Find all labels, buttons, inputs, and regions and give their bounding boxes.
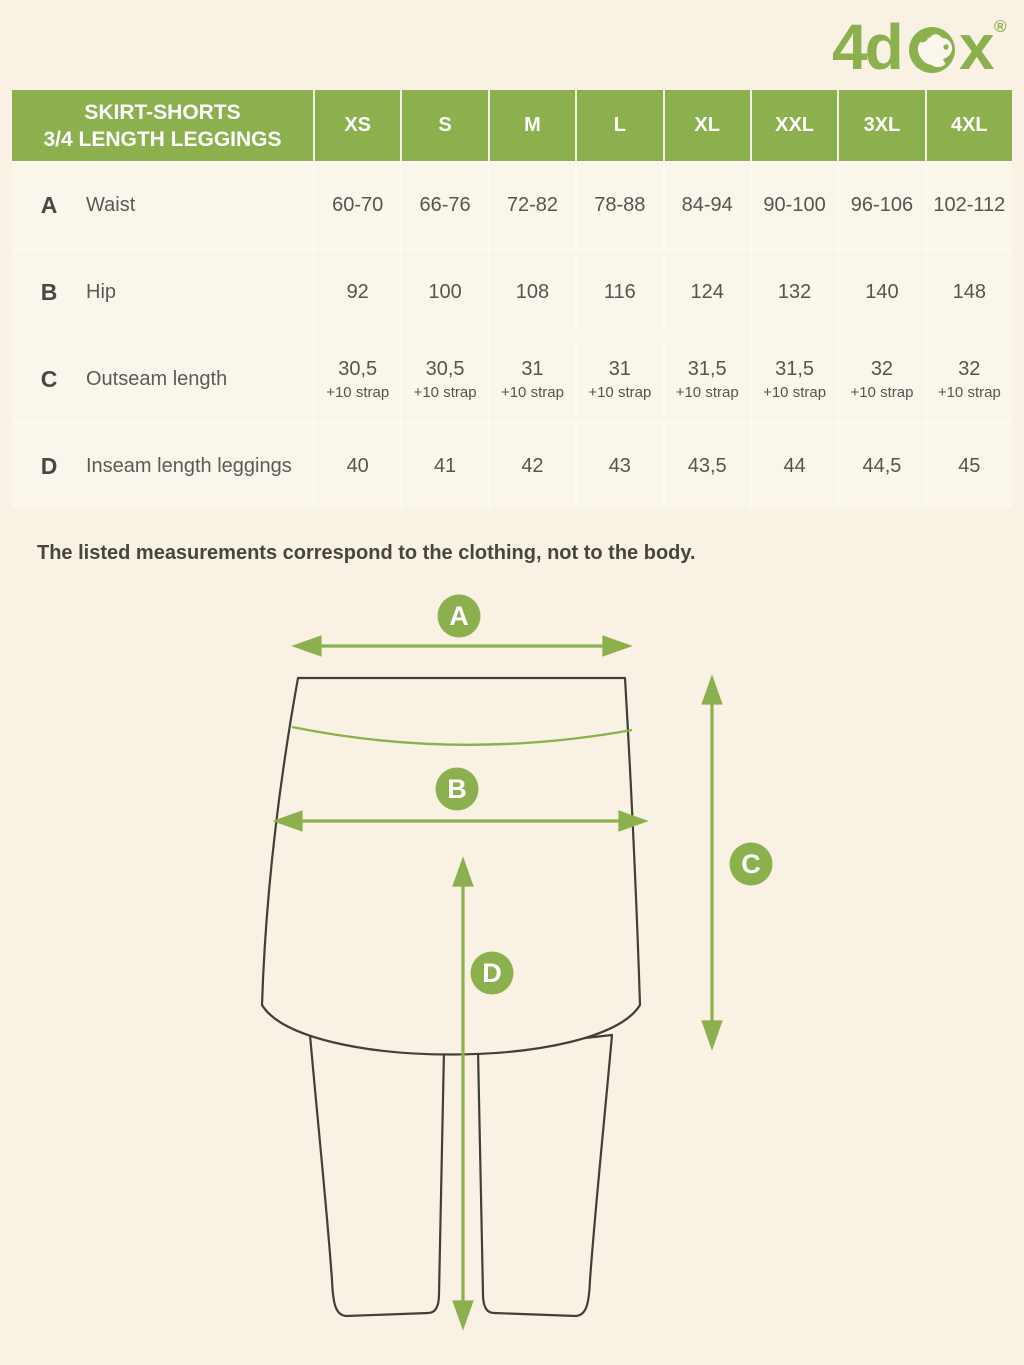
value-cell: 31,5 +10 strap — [663, 335, 750, 422]
badge-c-label: C — [741, 849, 761, 879]
size-header-s: S — [400, 90, 487, 161]
table-row-outseam — [12, 335, 1012, 422]
value-cell: 30,5 +10 strap — [400, 335, 487, 422]
value-cell: 102-112 — [925, 161, 1012, 248]
size-header-m: M — [488, 90, 575, 161]
value-cell: 116 — [575, 248, 662, 335]
badge-a — [438, 595, 481, 638]
table-row-waist — [12, 161, 1012, 248]
row-label-cell — [12, 248, 313, 335]
logo-4dox — [832, 12, 1012, 80]
size-header-4xl: 4XL — [925, 90, 1012, 161]
row-label: Outseam length — [86, 368, 228, 390]
value-cell: 42 — [488, 422, 575, 509]
value-cell: 43 — [575, 422, 662, 509]
size-table — [12, 90, 1012, 509]
badge-d-label: D — [482, 958, 502, 988]
garment-measurement-diagram — [0, 580, 1024, 1365]
value-cell: 32 +10 strap — [925, 335, 1012, 422]
table-title-cell — [12, 90, 313, 161]
value-cell: 31,5 +10 strap — [750, 335, 837, 422]
value-cell: 96-106 — [837, 161, 924, 248]
row-letter: B — [40, 279, 58, 305]
value-cell: 41 — [400, 422, 487, 509]
row-label: Hip — [86, 281, 117, 303]
row-letter: D — [40, 453, 58, 479]
value-cell: 124 — [663, 248, 750, 335]
row-label-cell — [12, 335, 313, 422]
table-title-line1: SKIRT-SHORTS — [84, 100, 241, 124]
row-label-cell — [12, 161, 313, 248]
value-cell: 31 +10 strap — [488, 335, 575, 422]
value-cell: 32 +10 strap — [837, 335, 924, 422]
table-row-hip — [12, 248, 1012, 335]
table-row-inseam — [12, 422, 1012, 509]
arrow-a-waist — [296, 638, 628, 655]
value-cell: 148 — [925, 248, 1012, 335]
logo-text-right: x — [959, 12, 995, 80]
value-cell: 44,5 — [837, 422, 924, 509]
row-letter: C — [40, 366, 58, 392]
registered-mark: ® — [994, 17, 1007, 36]
value-cell: 31 +10 strap — [575, 335, 662, 422]
row-label-cell — [12, 422, 313, 509]
size-header-xs: XS — [313, 90, 400, 161]
badge-d — [471, 952, 514, 995]
size-header-3xl: 3XL — [837, 90, 924, 161]
badge-a-label: A — [449, 601, 469, 631]
value-cell: 132 — [750, 248, 837, 335]
value-cell: 90-100 — [750, 161, 837, 248]
brand-logo — [832, 12, 1012, 85]
size-header-xxl: XXL — [750, 90, 837, 161]
value-cell: 72-82 — [488, 161, 575, 248]
value-cell: 30,5 +10 strap — [313, 335, 400, 422]
row-label: Inseam length leggings — [86, 455, 292, 477]
skirt-outline — [262, 678, 640, 1055]
value-cell: 45 — [925, 422, 1012, 509]
logo-text-left: 4d — [832, 12, 901, 80]
dog-icon — [909, 27, 955, 73]
badge-b — [436, 768, 479, 811]
size-header-xl: XL — [663, 90, 750, 161]
value-cell: 60-70 — [313, 161, 400, 248]
row-letter: A — [40, 192, 58, 218]
row-label: Waist — [86, 194, 136, 216]
value-cell: 78-88 — [575, 161, 662, 248]
value-cell: 66-76 — [400, 161, 487, 248]
value-cell: 100 — [400, 248, 487, 335]
table-title-line2: 3/4 LENGTH LEGGINGS — [43, 127, 282, 151]
value-cell: 140 — [837, 248, 924, 335]
arrow-c-outseam — [704, 679, 721, 1046]
value-cell: 43,5 — [663, 422, 750, 509]
badge-b-label: B — [447, 774, 467, 804]
value-cell: 84-94 — [663, 161, 750, 248]
value-cell: 40 — [313, 422, 400, 509]
size-header-l: L — [575, 90, 662, 161]
legging-right-leg — [478, 1035, 612, 1316]
value-cell: 108 — [488, 248, 575, 335]
measurement-note: The listed measurements correspond to the clothing, not to the body. — [37, 542, 696, 564]
badge-c — [730, 843, 773, 886]
legging-left-leg — [310, 1035, 444, 1316]
table-header-row — [12, 90, 1012, 161]
value-cell: 44 — [750, 422, 837, 509]
value-cell: 92 — [313, 248, 400, 335]
